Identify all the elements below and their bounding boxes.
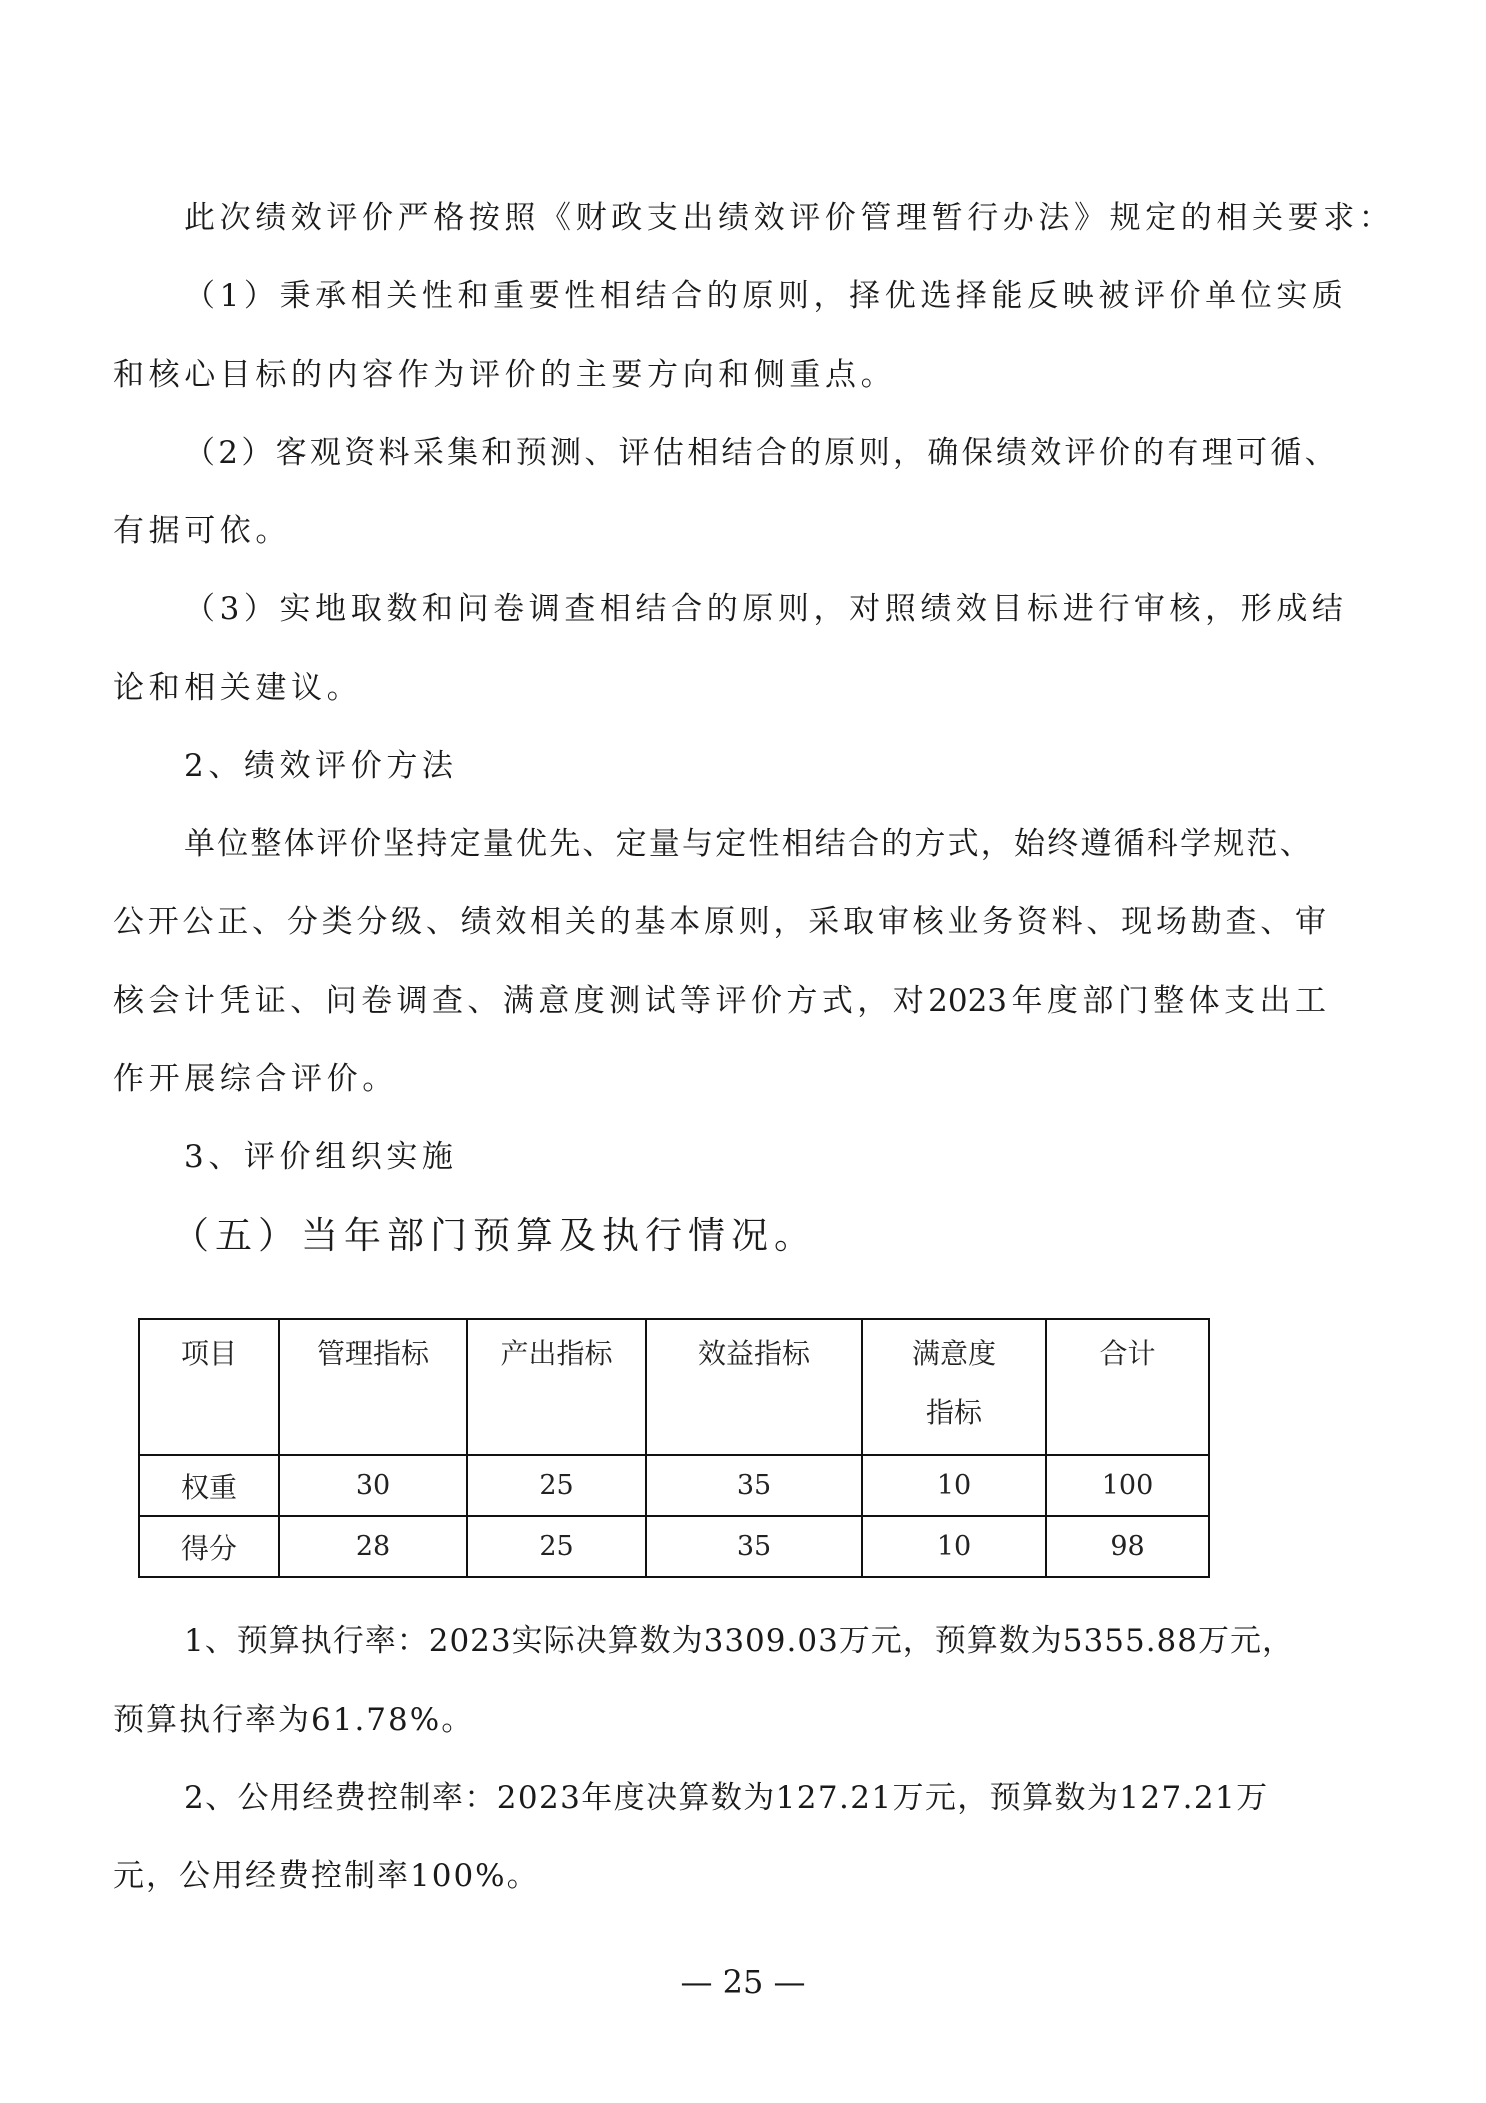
score-table xyxy=(138,1318,1210,1578)
method-line-2: 公开公正、分类分级、绩效相关的基本原则，采取审核业务资料、现场勘查、审 xyxy=(113,904,1326,940)
section-5-title: （五）当年部门预算及执行情况。 xyxy=(172,1214,817,1257)
principle-2-line-2: 有据可依。 xyxy=(113,513,291,549)
table-header-row xyxy=(139,1319,1209,1455)
table-cell: 30 xyxy=(279,1455,467,1516)
row-label: 权重 xyxy=(139,1455,279,1516)
header-satisfaction: 满意度指标 xyxy=(862,1319,1046,1455)
table-cell: 35 xyxy=(646,1455,862,1516)
header-item: 项目 xyxy=(139,1319,279,1455)
header-total: 合计 xyxy=(1046,1319,1209,1455)
table-cell: 98 xyxy=(1046,1516,1209,1577)
method-line-3: 核会计凭证、问卷调查、满意度测试等评价方式，对2023年度部门整体支出工 xyxy=(113,983,1326,1019)
method-line-1: 单位整体评价坚持定量优先、定量与定性相结合的方式，始终遵循科学规范、 xyxy=(184,826,1313,862)
table-row xyxy=(139,1516,1209,1577)
section-3-title: 3、评价组织实施 xyxy=(184,1139,458,1175)
table-cell: 35 xyxy=(646,1516,862,1577)
header-management: 管理指标 xyxy=(279,1319,467,1455)
principle-3-line-1: （3）实地取数和问卷调查相结合的原则，对照绩效目标进行审核，形成结 xyxy=(184,591,1348,627)
public-expense-line-1: 2、公用经费控制率：2023年度决算数为127.21万元，预算数为127.21万 xyxy=(184,1780,1269,1816)
principle-1-line-1: （1）秉承相关性和重要性相结合的原则，择优选择能反映被评价单位实质 xyxy=(184,278,1348,314)
table-cell: 10 xyxy=(862,1516,1046,1577)
table-row xyxy=(139,1455,1209,1516)
method-line-4: 作开展综合评价。 xyxy=(113,1061,398,1097)
header-output: 产出指标 xyxy=(467,1319,646,1455)
budget-execution-line-2: 预算执行率为61.78%。 xyxy=(113,1702,475,1738)
table-cell: 100 xyxy=(1046,1455,1209,1516)
principle-3-line-2: 论和相关建议。 xyxy=(113,670,363,706)
section-2-title: 2、绩效评价方法 xyxy=(184,748,458,784)
principle-1-line-2: 和核心目标的内容作为评价的主要方向和侧重点。 xyxy=(113,357,897,393)
row-label: 得分 xyxy=(139,1516,279,1577)
table-cell: 10 xyxy=(862,1455,1046,1516)
header-benefit: 效益指标 xyxy=(646,1319,862,1455)
public-expense-line-2: 元，公用经费控制率100%。 xyxy=(113,1858,540,1894)
table-cell: 25 xyxy=(467,1455,646,1516)
table-cell: 28 xyxy=(279,1516,467,1577)
table-cell: 25 xyxy=(467,1516,646,1577)
page-number: — 25 — xyxy=(680,1963,806,2001)
principle-2-line-1: （2）客观资料采集和预测、评估相结合的原则，确保绩效评价的有理可循、 xyxy=(184,435,1339,471)
budget-execution-line-1: 1、预算执行率：2023实际决算数为3309.03万元，预算数为5355.88万元， xyxy=(184,1623,1294,1659)
intro-line: 此次绩效评价严格按照《财政支出绩效评价管理暂行办法》规定的相关要求： xyxy=(184,200,1395,236)
